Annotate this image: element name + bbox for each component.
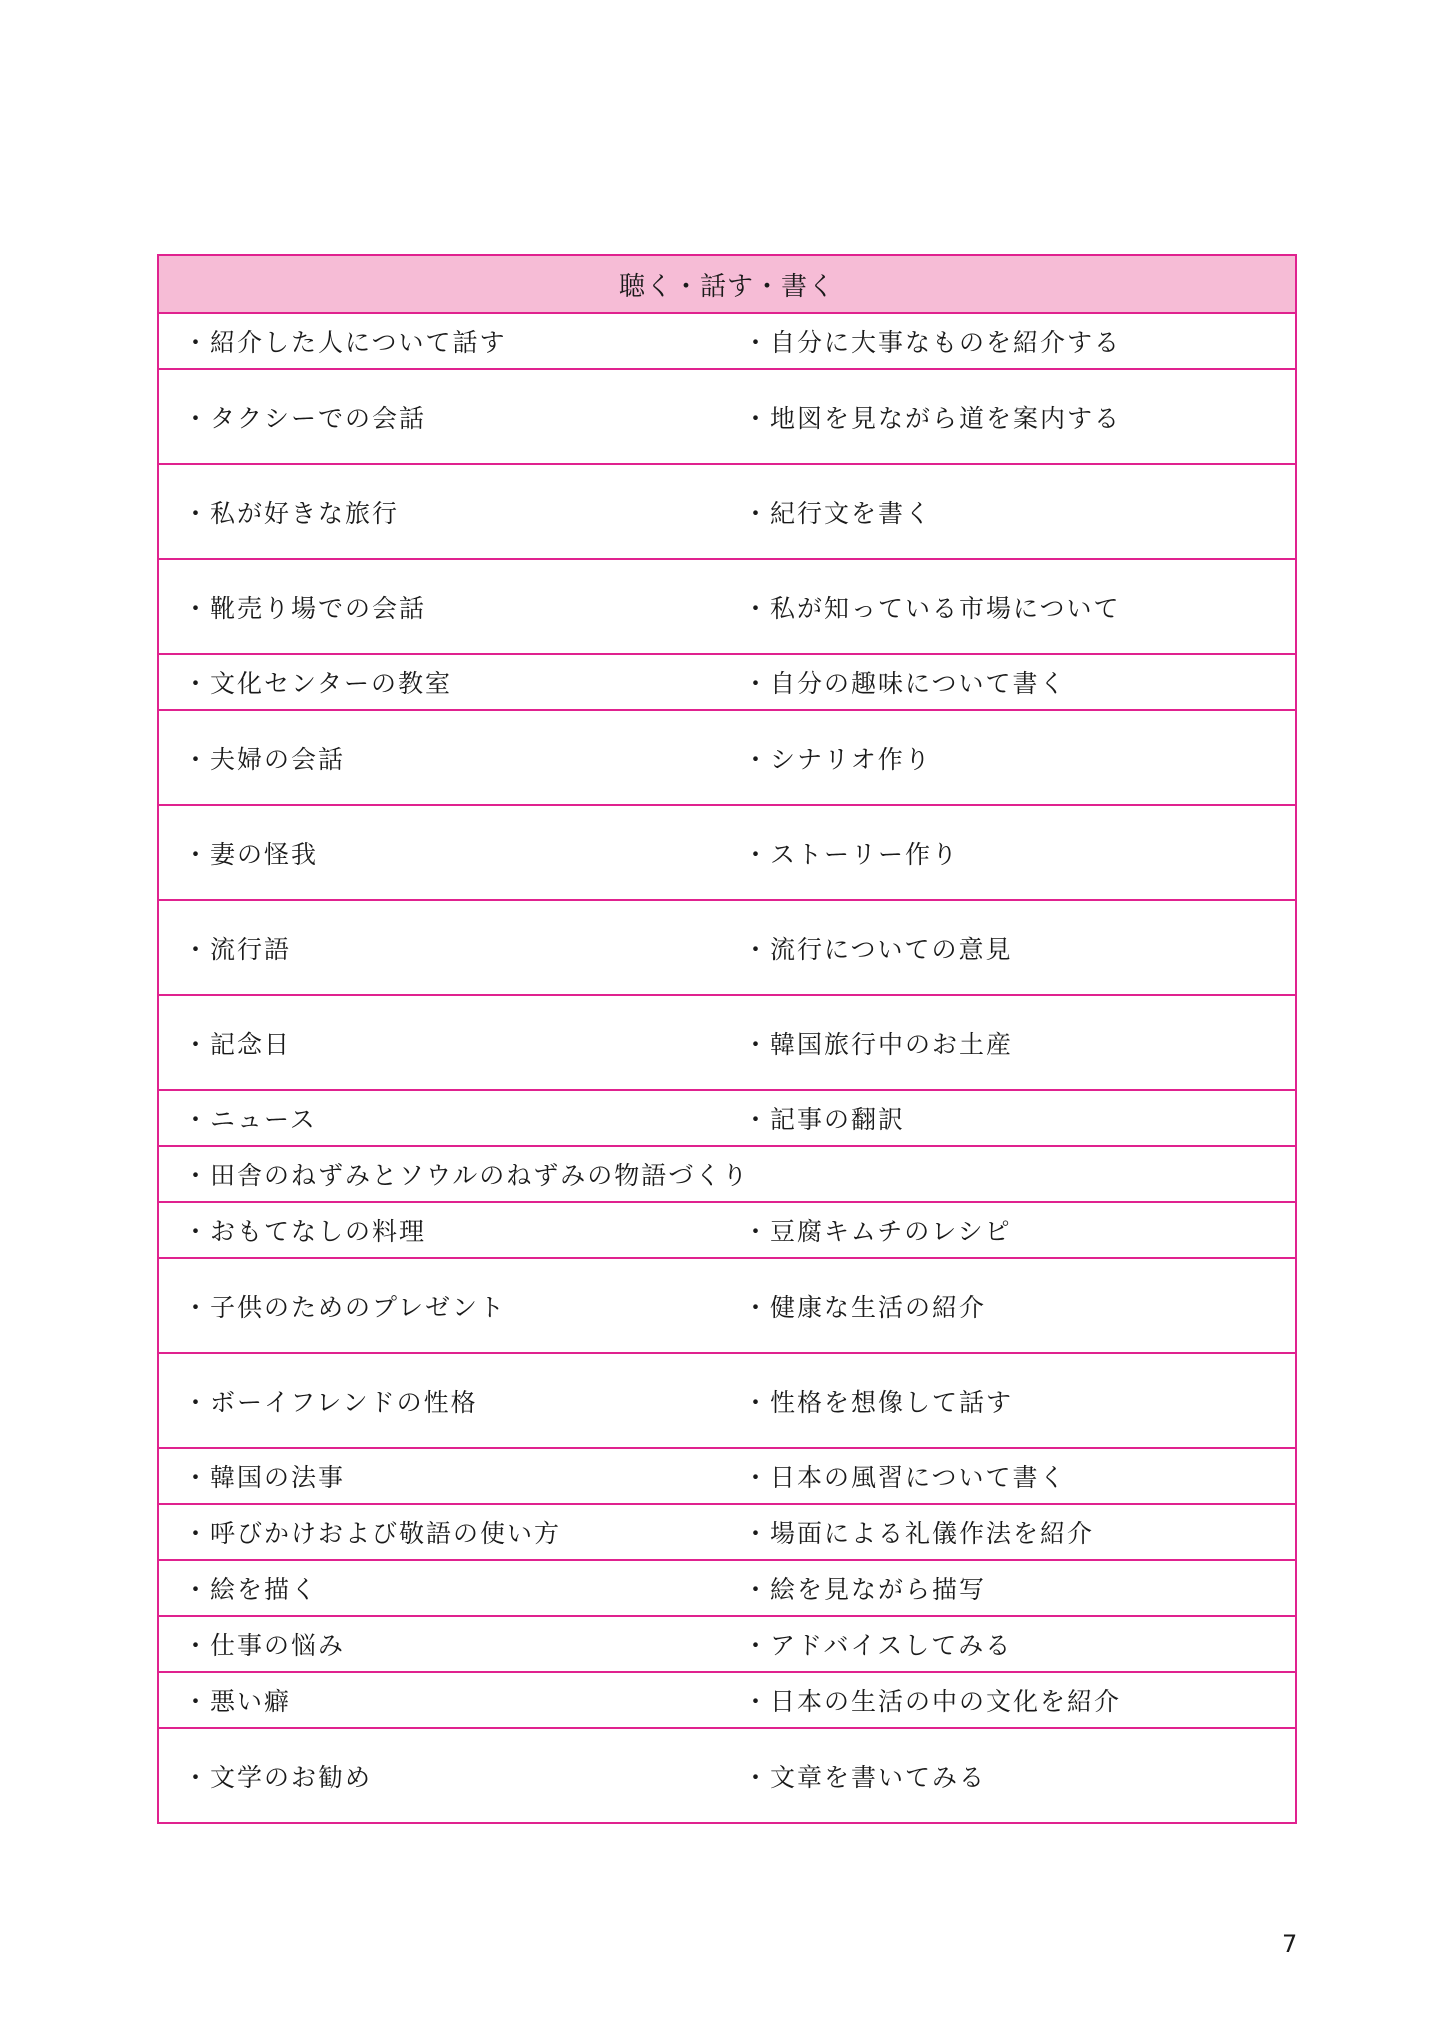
activity-right: ・性格を想像して話す bbox=[743, 1387, 1014, 1417]
table-header-row bbox=[158, 255, 1296, 313]
table-row bbox=[158, 1448, 1296, 1504]
table-row bbox=[158, 1090, 1296, 1146]
activity-left: ・タクシーでの会話 bbox=[183, 403, 427, 433]
activity-right: ・文章を書いてみる bbox=[743, 1762, 987, 1792]
table-row bbox=[158, 369, 1296, 464]
activity-right: ・記事の翻訳 bbox=[743, 1105, 906, 1134]
table-cell bbox=[158, 1728, 1296, 1823]
table-cell bbox=[158, 1504, 1296, 1560]
activity-left: ・ニュース bbox=[183, 1105, 317, 1134]
activity-left: ・田舎のねずみとソウルのねずみの物語づくり bbox=[183, 1161, 750, 1190]
activity-right: ・日本の生活の中の文化を紹介 bbox=[743, 1687, 1122, 1716]
activity-left: ・おもてなしの料理 bbox=[183, 1217, 427, 1246]
activity-left: ・私が好きな旅行 bbox=[183, 498, 400, 528]
activity-right: ・韓国旅行中のお土産 bbox=[743, 1029, 1014, 1059]
table-cell bbox=[158, 995, 1296, 1090]
activity-left: ・子供のためのプレゼント bbox=[183, 1292, 507, 1322]
activity-right: ・ストーリー作り bbox=[743, 839, 960, 869]
activity-left: ・妻の怪我 bbox=[183, 839, 319, 869]
table-cell bbox=[158, 464, 1296, 559]
activity-right: ・紀行文を書く bbox=[743, 498, 933, 528]
activity-left: ・呼びかけおよび敬語の使い方 bbox=[183, 1519, 562, 1548]
table-row bbox=[158, 900, 1296, 995]
table-cell bbox=[158, 1448, 1296, 1504]
activity-left: ・紹介した人について話す bbox=[183, 328, 507, 357]
activity-right: ・豆腐キムチのレシピ bbox=[743, 1217, 1012, 1246]
table-cell bbox=[158, 1560, 1296, 1616]
activity-left: ・仕事の悩み bbox=[183, 1631, 346, 1660]
activity-right: ・絵を見ながら描写 bbox=[743, 1575, 987, 1604]
activity-left: ・文学のお勧め bbox=[183, 1762, 373, 1792]
table-cell bbox=[158, 1353, 1296, 1448]
table-row bbox=[158, 1616, 1296, 1672]
activity-left: ・韓国の法事 bbox=[183, 1463, 346, 1492]
activity-right: ・シナリオ作り bbox=[743, 744, 932, 774]
activity-right: ・地図を見ながら道を案内する bbox=[743, 403, 1122, 433]
activity-right: ・流行についての意見 bbox=[743, 934, 1013, 964]
table-row bbox=[158, 805, 1296, 900]
table-header: 聴く・話す・書く bbox=[158, 255, 1296, 313]
activity-left: ・ボーイフレンドの性格 bbox=[183, 1387, 478, 1417]
page-number: 7 bbox=[1282, 1930, 1298, 1958]
activity-left: ・文化センターの教室 bbox=[183, 669, 453, 698]
activity-left: ・夫婦の会話 bbox=[183, 744, 346, 774]
table-cell bbox=[158, 805, 1296, 900]
table-row bbox=[158, 559, 1296, 654]
activity-right: ・自分に大事なものを紹介する bbox=[743, 328, 1122, 357]
activity-right: ・アドバイスしてみる bbox=[743, 1631, 1013, 1660]
activity-left: ・靴売り場での会話 bbox=[183, 593, 427, 623]
table-cell bbox=[158, 1090, 1296, 1146]
table-row bbox=[158, 1202, 1296, 1258]
table-row bbox=[158, 1672, 1296, 1728]
activity-table bbox=[157, 254, 1297, 1824]
table-cell bbox=[158, 313, 1296, 369]
activity-right: ・場面による礼儀作法を紹介 bbox=[743, 1519, 1095, 1548]
table-row bbox=[158, 1258, 1296, 1353]
table-cell bbox=[158, 369, 1296, 464]
activity-right: ・日本の風習について書く bbox=[743, 1463, 1067, 1492]
table-row bbox=[158, 1504, 1296, 1560]
table-row bbox=[158, 654, 1296, 710]
activity-right: ・自分の趣味について書く bbox=[743, 669, 1067, 698]
table-cell bbox=[158, 654, 1296, 710]
table-row bbox=[158, 1728, 1296, 1823]
activity-right: ・健康な生活の紹介 bbox=[743, 1292, 987, 1322]
activity-left: ・絵を描く bbox=[183, 1575, 319, 1604]
table-row bbox=[158, 1146, 1296, 1202]
activity-right: ・私が知っている市場について bbox=[743, 593, 1121, 623]
table-cell bbox=[158, 1146, 1296, 1202]
table-cell bbox=[158, 900, 1296, 995]
table-row bbox=[158, 710, 1296, 805]
table-cell bbox=[158, 1672, 1296, 1728]
table-cell bbox=[158, 1258, 1296, 1353]
table-cell bbox=[158, 710, 1296, 805]
table-row bbox=[158, 1560, 1296, 1616]
table-cell bbox=[158, 1616, 1296, 1672]
activity-left: ・記念日 bbox=[183, 1029, 292, 1059]
activity-left: ・悪い癖 bbox=[183, 1687, 292, 1716]
table-row bbox=[158, 995, 1296, 1090]
table-row bbox=[158, 313, 1296, 369]
table-row bbox=[158, 464, 1296, 559]
activity-left: ・流行語 bbox=[183, 934, 292, 964]
table-cell bbox=[158, 1202, 1296, 1258]
table-cell bbox=[158, 559, 1296, 654]
table-row bbox=[158, 1353, 1296, 1448]
